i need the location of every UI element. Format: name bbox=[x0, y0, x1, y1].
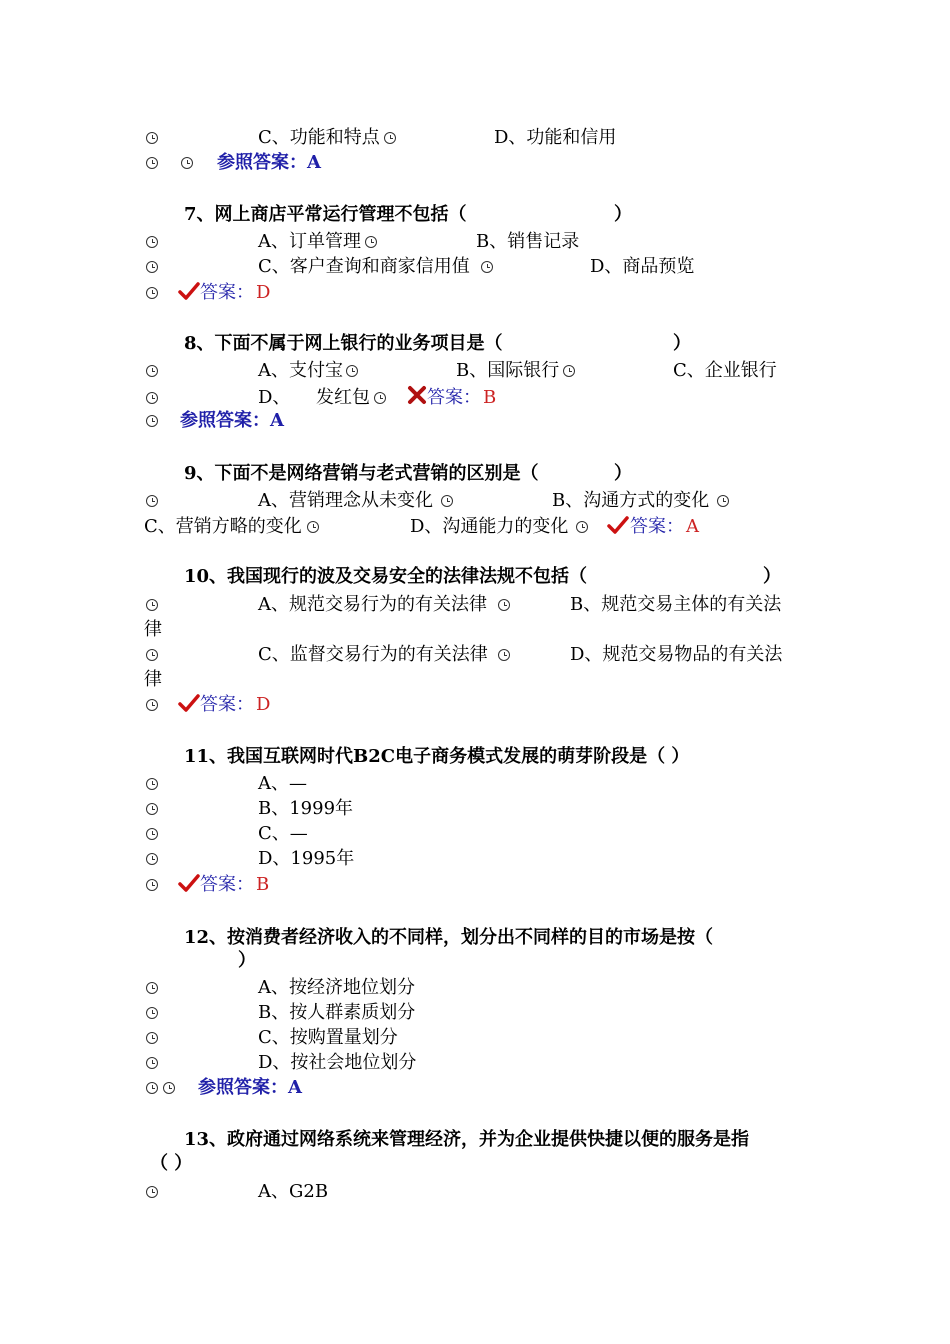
option-d: D、规范交易物品的有关法 bbox=[570, 644, 783, 665]
option-c: C、— bbox=[258, 823, 308, 844]
option-d: D、沟通能力的变化 bbox=[410, 516, 569, 537]
question-13-title-continued: （ ） bbox=[150, 1153, 193, 1174]
answer-value: D bbox=[256, 694, 271, 715]
option-a: A、按经济地位划分 bbox=[258, 977, 415, 998]
question-11-title: 11、我国互联网时代B2C电子商务模式发展的萌芽阶段是（ ） bbox=[184, 746, 690, 767]
cross-mark-icon bbox=[406, 385, 428, 405]
option-c: C、功能和特点 bbox=[258, 127, 380, 148]
clock-icon bbox=[717, 495, 729, 507]
question-10-title: 10、我国现行的波及交易安全的法律法规不包括（ bbox=[184, 566, 588, 587]
clock-icon bbox=[374, 392, 386, 404]
option-b: B、销售记录 bbox=[476, 231, 580, 252]
question-10-paren: ） bbox=[763, 566, 781, 587]
clock-icon bbox=[146, 1032, 158, 1044]
clock-icon bbox=[146, 649, 158, 661]
answer-value: B bbox=[256, 874, 270, 895]
question-9-title: 9、下面不是网络营销与老式营销的区别是（ bbox=[184, 463, 539, 484]
answer-label: 答案： bbox=[427, 387, 481, 408]
check-mark-icon bbox=[178, 873, 200, 893]
clock-icon bbox=[146, 1186, 158, 1198]
answer-label: 答案： bbox=[200, 694, 254, 715]
clock-icon bbox=[146, 236, 158, 248]
option-b: B、沟通方式的变化 bbox=[552, 490, 710, 511]
reference-answer: 参照答案：A bbox=[180, 410, 284, 431]
clock-icon bbox=[146, 495, 158, 507]
clock-icon bbox=[498, 649, 510, 661]
clock-icon bbox=[146, 157, 158, 169]
option-d: D、商品预览 bbox=[590, 256, 695, 277]
answer-value: D bbox=[256, 282, 271, 303]
question-12-title: 12、按消费者经济收入的不同样，划分出不同样的目的市场是按（ bbox=[184, 927, 714, 948]
clock-icon bbox=[146, 392, 158, 404]
question-8-title: 8、下面不属于网上银行的业务项目是（ bbox=[184, 333, 503, 354]
question-7-title: 7、网上商店平常运行管理不包括（ bbox=[184, 204, 467, 225]
option-b: B、国际银行 bbox=[456, 360, 560, 381]
option-d-text: 发红包 bbox=[316, 387, 370, 408]
option-c: C、客户查询和商家信用值 bbox=[258, 256, 470, 277]
question-7-paren: ） bbox=[614, 204, 632, 225]
clock-icon bbox=[146, 287, 158, 299]
check-mark-icon bbox=[178, 281, 200, 301]
option-d: D、功能和信用 bbox=[494, 127, 617, 148]
clock-icon bbox=[365, 236, 377, 248]
clock-icon bbox=[146, 778, 158, 790]
option-c: C、企业银行 bbox=[673, 360, 777, 381]
clock-icon bbox=[146, 261, 158, 273]
clock-icon bbox=[181, 157, 193, 169]
clock-icon bbox=[481, 261, 493, 273]
question-13-title: 13、政府通过网络系统来管理经济，并为企业提供快捷以便的服务是指 bbox=[184, 1129, 750, 1150]
clock-icon bbox=[146, 1057, 158, 1069]
clock-icon bbox=[498, 599, 510, 611]
clock-icon bbox=[163, 1082, 175, 1094]
option-d-letter: D、 bbox=[258, 387, 291, 408]
clock-icon bbox=[146, 699, 158, 711]
option-a: A、G2B bbox=[258, 1181, 329, 1202]
clock-icon bbox=[146, 828, 158, 840]
option-d: D、按社会地位划分 bbox=[258, 1052, 417, 1073]
clock-icon bbox=[146, 132, 158, 144]
option-a: A、营销理念从未变化 bbox=[258, 490, 433, 511]
clock-icon bbox=[146, 1007, 158, 1019]
option-b-continued: 律 bbox=[144, 619, 162, 640]
clock-icon bbox=[146, 415, 158, 427]
clock-icon bbox=[346, 365, 358, 377]
option-d-continued: 律 bbox=[144, 669, 162, 690]
option-c: C、营销方略的变化 bbox=[144, 516, 302, 537]
option-c: C、按购置量划分 bbox=[258, 1027, 398, 1048]
option-b: B、1999年 bbox=[258, 798, 354, 819]
answer-label: 答案： bbox=[630, 516, 684, 537]
clock-icon bbox=[384, 132, 396, 144]
clock-icon bbox=[146, 853, 158, 865]
question-8-paren: ） bbox=[673, 333, 691, 354]
clock-icon bbox=[146, 1082, 158, 1094]
clock-icon bbox=[441, 495, 453, 507]
option-d: D、1995年 bbox=[258, 848, 355, 869]
answer-value: A bbox=[686, 516, 699, 537]
reference-answer: 参照答案：A bbox=[198, 1077, 302, 1098]
option-b: B、规范交易主体的有关法 bbox=[570, 594, 782, 615]
clock-icon bbox=[146, 599, 158, 611]
check-mark-icon bbox=[178, 693, 200, 713]
option-a: A、订单管理 bbox=[258, 231, 361, 252]
clock-icon bbox=[146, 982, 158, 994]
option-a: A、支付宝 bbox=[258, 360, 343, 381]
answer-value: B bbox=[483, 387, 497, 408]
option-b: B、按人群素质划分 bbox=[258, 1002, 416, 1023]
reference-answer: 参照答案：A bbox=[217, 152, 321, 173]
clock-icon bbox=[307, 521, 319, 533]
clock-icon bbox=[576, 521, 588, 533]
check-mark-icon bbox=[607, 515, 629, 535]
answer-label: 答案： bbox=[200, 282, 254, 303]
clock-icon bbox=[563, 365, 575, 377]
clock-icon bbox=[146, 365, 158, 377]
option-a: A、— bbox=[258, 773, 307, 794]
question-9-paren: ） bbox=[614, 463, 632, 484]
option-c: C、监督交易行为的有关法律 bbox=[258, 644, 488, 665]
option-a: A、规范交易行为的有关法律 bbox=[258, 594, 487, 615]
clock-icon bbox=[146, 803, 158, 815]
answer-label: 答案： bbox=[200, 874, 254, 895]
clock-icon bbox=[146, 879, 158, 891]
question-12-title-continued: ） bbox=[238, 950, 256, 971]
